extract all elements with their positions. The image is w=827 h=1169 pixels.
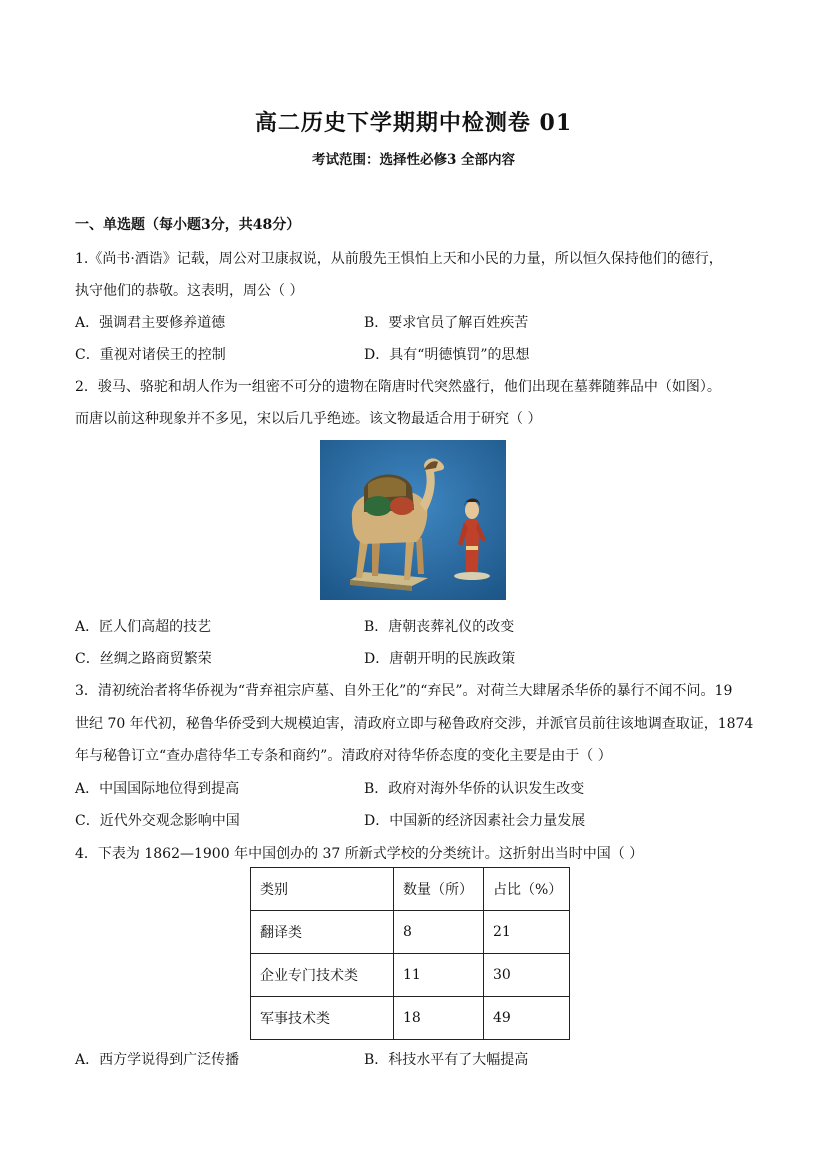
- table-cell: 企业专门技术类: [251, 954, 394, 997]
- question-2-option-d: D．唐朝开明的民族政策: [364, 651, 516, 667]
- table-cell: 49: [484, 997, 570, 1040]
- page-subtitle: 考试范围：选择性必修3 全部内容: [311, 152, 516, 168]
- question-2-line-2: 而唐以前这种现象并不多见，宋以后几乎绝迹。该文物最适合用于研究（ ）: [75, 411, 542, 427]
- table-header-row: [251, 868, 570, 911]
- table-row: [251, 954, 570, 997]
- table-header-cell: 类别: [251, 868, 394, 911]
- table-row: [251, 997, 570, 1040]
- question-3-line-3: 年与秘鲁订立“查办虐待华工专条和商约”。清政府对待华侨态度的变化主要是由于（ ）: [75, 748, 612, 764]
- table-header-cell: 占比（%）: [484, 868, 570, 911]
- question-1-option-d: D．具有“明德慎罚”的思想: [364, 347, 530, 363]
- question-3-option-d: D．中国新的经济因素社会力量发展: [364, 813, 586, 829]
- table-row: [251, 911, 570, 954]
- table-cell: 21: [484, 911, 570, 954]
- question-3-option-a: A．中国国际地位得到提高: [75, 781, 240, 797]
- question-1-line-1: 1.《尚书·酒诰》记载，周公对卫康叔说，从前殷先王惧怕上天和小民的力量，所以恒久保持他们的德行，: [75, 251, 723, 267]
- figurine-photo: [320, 440, 506, 600]
- question-2-option-a: A．匠人们高超的技艺: [75, 619, 212, 635]
- question-2-line-1: 2．骏马、骆驼和胡人作为一组密不可分的遗物在隋唐时代突然盛行，他们出现在墓葬随葬品中（如图）。: [75, 379, 721, 395]
- table-cell: 军事技术类: [251, 997, 394, 1040]
- question-1-option-c: C．重视对诸侯王的控制: [75, 347, 226, 363]
- school-statistics-table: [250, 867, 570, 1040]
- question-4-line-1: 4．下表为 1862—1900 年中国创办的 37 所新式学校的分类统计。这折射出当时中国（ ）: [75, 846, 644, 862]
- question-1-option-a: A．强调君主要修养道德: [75, 315, 226, 331]
- question-1-option-b: B．要求官员了解百姓疾苦: [364, 315, 529, 331]
- table-cell: 11: [394, 954, 484, 997]
- table-cell: 30: [484, 954, 570, 997]
- tang-sancai-figurine-icon: [320, 440, 506, 600]
- table-header-cell: 数量（所）: [394, 868, 484, 911]
- question-2-option-b: B．唐朝丧葬礼仪的改变: [364, 619, 515, 635]
- table-cell: 翻译类: [251, 911, 394, 954]
- section-heading: 一、单选题（每小题3分，共48分）: [75, 217, 301, 233]
- table-cell: 8: [394, 911, 484, 954]
- question-4-option-a: A．西方学说得到广泛传播: [75, 1052, 240, 1068]
- question-4-option-b: B．科技水平有了大幅提高: [364, 1052, 529, 1068]
- question-3-option-b: B．政府对海外华侨的认识发生改变: [364, 781, 585, 797]
- question-3-option-c: C．近代外交观念影响中国: [75, 813, 240, 829]
- page-title: 高二历史下学期期中检测卷 01: [254, 110, 573, 136]
- question-3-line-2: 世纪 70 年代初，秘鲁华侨受到大规模迫害，清政府立即与秘鲁政府交涉，并派官员前往该地调查取证，1874: [75, 716, 754, 732]
- question-2-option-c: C．丝绸之路商贸繁荣: [75, 651, 212, 667]
- question-1-line-2: 执守他们的恭敬。这表明，周公（ ）: [75, 283, 304, 299]
- table-cell: 18: [394, 997, 484, 1040]
- question-3-line-1: 3．清初统治者将华侨视为“背弃祖宗庐墓、自外王化”的“弃民”。对荷兰大肆屠杀华侨的暴行不闻不问。19: [75, 683, 733, 699]
